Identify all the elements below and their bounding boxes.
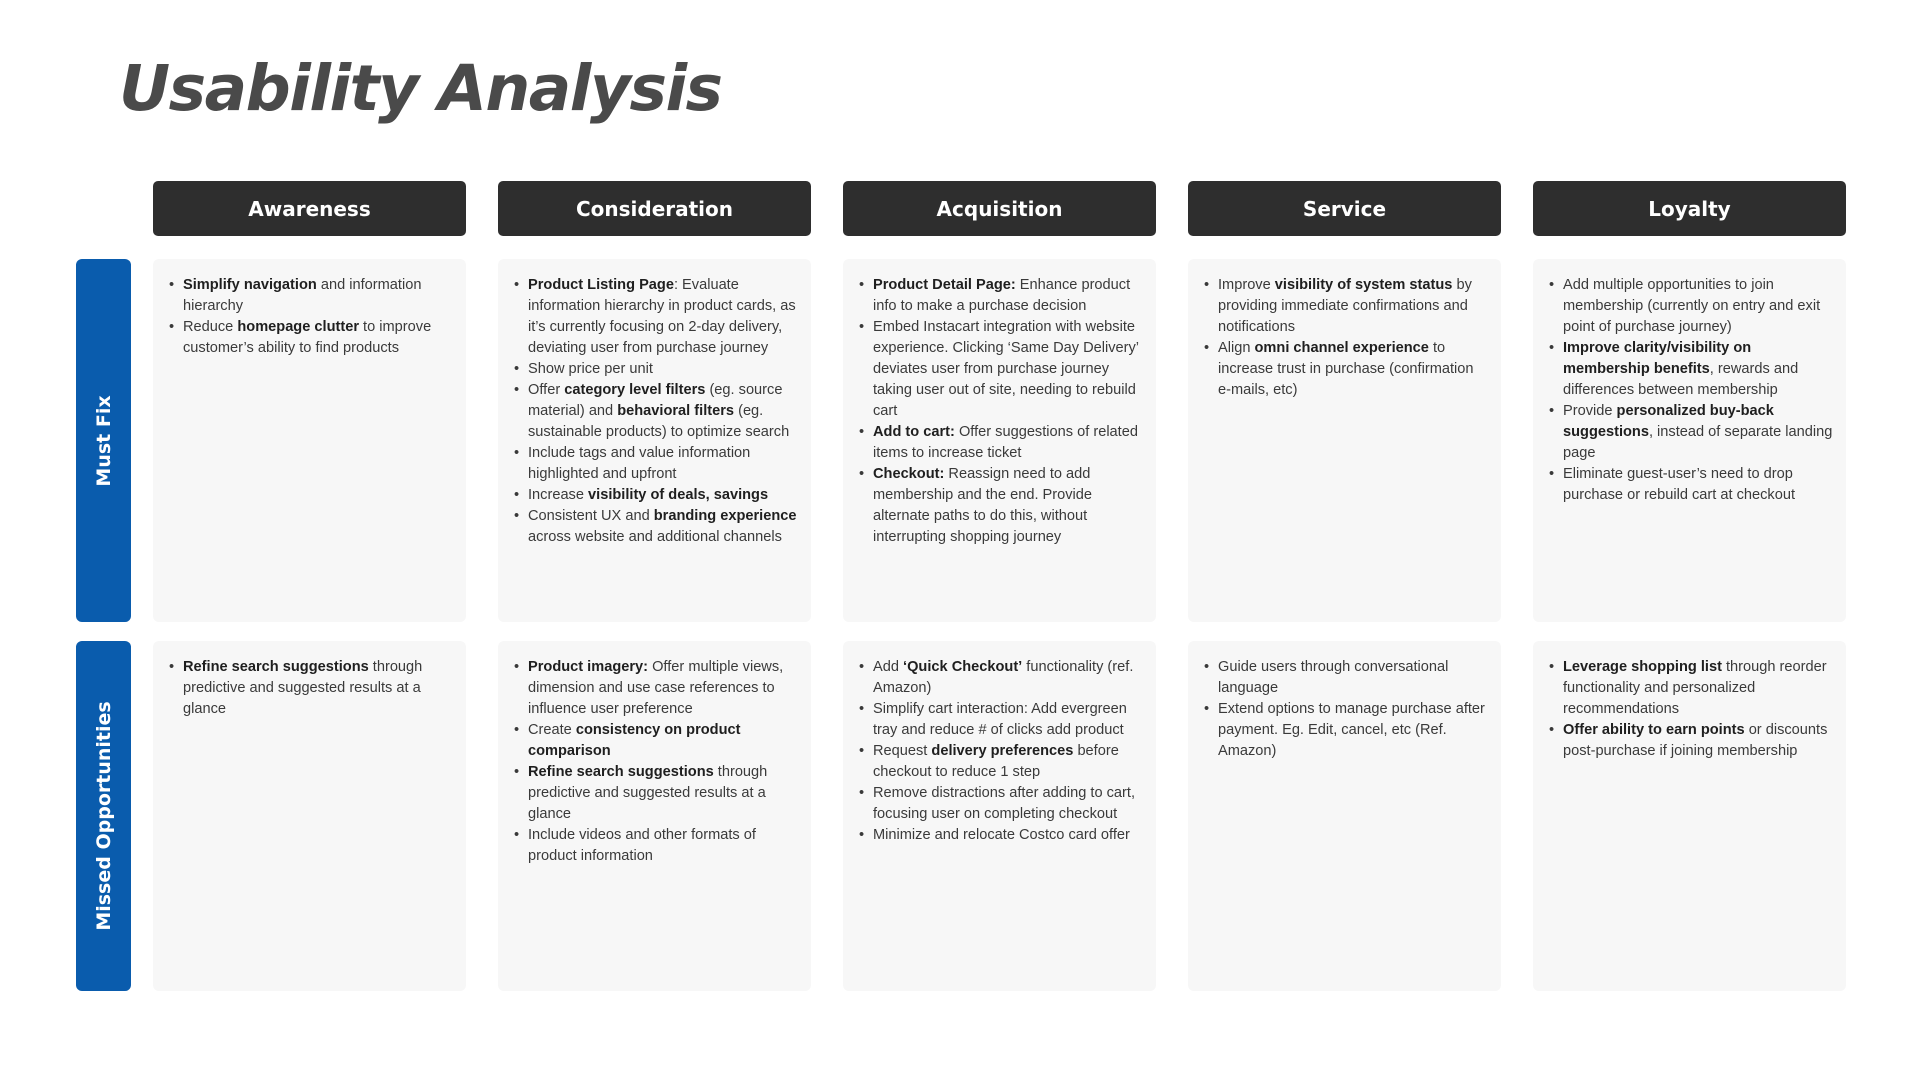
row-label-text: Must Fix — [92, 394, 115, 487]
bullet-item — [1204, 657, 1489, 699]
bullet-text: Request — [873, 743, 932, 759]
bullet-item — [514, 380, 799, 443]
bullet-text: across website and additional channels — [528, 529, 782, 545]
bullet-text: Eliminate guest-user’s need to drop purchase or rebuild cart at checkout — [1563, 466, 1796, 503]
bullet-bold-text: Product imagery: — [528, 659, 649, 675]
column-header-awareness: Awareness — [153, 181, 466, 236]
bullet-bold-text: personalized buy-back suggestions — [1563, 403, 1774, 440]
bullet-text: Provide — [1563, 403, 1617, 419]
bullet-text: to improve customer’s ability to find products — [183, 319, 432, 356]
bullet-item — [859, 699, 1144, 741]
bullet-item — [859, 275, 1144, 317]
cell-must-fix-acquisition — [843, 259, 1156, 622]
bullet-text: Embed Instacart integration with website experience. Clicking ‘Same Day Delivery’ deviates user from purchase journey taking user out of site, needing to rebuild cart — [873, 319, 1139, 419]
bullet-text: before checkout to reduce 1 step — [873, 743, 1119, 780]
bullet-text: Enhance product info to make a purchase decision — [873, 277, 1131, 314]
bullet-item — [514, 275, 799, 359]
bullet-bold-text: omni channel experience — [1254, 340, 1429, 356]
bullet-text: Align — [1218, 340, 1255, 356]
bullet-bold-text: visibility of system status — [1274, 277, 1453, 293]
bullet-text: Reduce — [183, 319, 238, 335]
bullet-bold-text: Add to cart: — [873, 424, 955, 440]
bullet-item — [514, 485, 799, 506]
bullet-item — [859, 657, 1144, 699]
bullet-bold-text: Refine search suggestions — [528, 764, 714, 780]
bullet-text: Guide users through conversational language — [1218, 659, 1449, 696]
bullet-bold-text: visibility of deals, savings — [588, 487, 769, 503]
bullet-item — [1549, 401, 1834, 464]
bullet-item — [514, 657, 799, 720]
bullet-item — [859, 825, 1144, 846]
bullet-item — [1204, 699, 1489, 762]
bullet-item — [514, 506, 799, 548]
bullet-text: Offer suggestions of related items to increase ticket — [873, 424, 1138, 461]
bullet-bold-text: Offer ability to earn points — [1563, 722, 1745, 738]
cell-must-fix-service — [1188, 259, 1501, 622]
bullet-text: Simplify cart interaction: Add evergreen tray and reduce # of clicks add product — [873, 701, 1127, 738]
bullet-item — [514, 762, 799, 825]
column-header-acquisition: Acquisition — [843, 181, 1156, 236]
bullet-item — [859, 783, 1144, 825]
row-label-must-fix — [76, 259, 131, 622]
bullet-bold-text: branding experience — [653, 508, 797, 524]
bullet-item — [514, 443, 799, 485]
bullet-text: functionality (ref. Amazon) — [873, 659, 1134, 696]
bullet-bold-text: Improve clarity/visibility on membership benefits — [1563, 340, 1752, 377]
page-title: Usability Analysis — [119, 52, 722, 125]
bullet-item — [514, 720, 799, 762]
bullet-bold-text: ‘Quick Checkout’ — [903, 659, 1023, 675]
bullet-bold-text: Product Listing Page — [528, 277, 674, 293]
bullet-item — [169, 317, 454, 359]
bullet-item — [1549, 464, 1834, 506]
bullet-item — [859, 317, 1144, 422]
bullet-item — [1204, 338, 1489, 401]
bullet-text: Increase — [528, 487, 589, 503]
cell-missed-service — [1188, 641, 1501, 991]
bullet-item — [169, 657, 454, 720]
bullet-text: : Evaluate information hierarchy in product cards, as it’s currently focusing on 2-day delivery, deviating user from purchase journey — [528, 277, 796, 356]
bullet-text: Remove distractions after adding to cart, focusing user on completing checkout — [873, 785, 1136, 822]
bullet-item — [859, 422, 1144, 464]
cell-missed-consideration — [498, 641, 811, 991]
bullet-text: by providing immediate confirmations and notifications — [1218, 277, 1472, 335]
bullet-bold-text: Leverage shopping list — [1563, 659, 1722, 675]
cell-must-fix-loyalty — [1533, 259, 1846, 622]
bullet-text: or discounts post-purchase if joining membership — [1563, 722, 1828, 759]
bullet-item — [514, 825, 799, 867]
bullet-text: Add — [873, 659, 904, 675]
bullet-text: through reorder functionality and personalized recommendations — [1563, 659, 1827, 717]
bullet-item — [859, 741, 1144, 783]
bullet-text: (eg. sustainable products) to optimize search — [528, 403, 790, 440]
bullet-text: Include tags and value information highlighted and upfront — [528, 445, 751, 482]
bullet-text: Consistent UX and — [528, 508, 654, 524]
bullet-bold-text: behavioral filters — [617, 403, 735, 419]
bullet-text: and information hierarchy — [183, 277, 422, 314]
bullet-text: , rewards and differences between membership — [1563, 361, 1799, 398]
bullet-item — [169, 275, 454, 317]
cell-missed-loyalty — [1533, 641, 1846, 991]
bullet-text: Create — [528, 722, 576, 738]
bullet-bold-text: category level filters — [564, 382, 706, 398]
bullet-bold-text: delivery preferences — [931, 743, 1074, 759]
bullet-item — [1549, 275, 1834, 338]
bullet-text: (eg. source material) and — [528, 382, 783, 419]
bullet-text: Minimize and relocate Costco card offer — [873, 827, 1130, 843]
bullet-text: Improve — [1218, 277, 1275, 293]
cell-must-fix-awareness — [153, 259, 466, 622]
bullet-bold-text: Refine search suggestions — [183, 659, 369, 675]
bullet-text: through predictive and suggested results at a glance — [183, 659, 423, 717]
bullet-bold-text: Simplify navigation — [183, 277, 317, 293]
bullet-text: through predictive and suggested results at a glance — [528, 764, 768, 822]
bullet-item — [1549, 338, 1834, 401]
bullet-text: Offer multiple views, dimension and use case references to influence user preference — [528, 659, 784, 717]
bullet-text: Add multiple opportunities to join membership (currently on entry and exit point of purchase journey) — [1563, 277, 1821, 335]
bullet-bold-text: consistency on product comparison — [528, 722, 741, 759]
bullet-item — [1549, 657, 1834, 720]
bullet-text: Offer — [528, 382, 565, 398]
bullet-text: to increase trust in purchase (confirmation e-mails, etc) — [1218, 340, 1474, 398]
row-label-missed-opportunities — [76, 641, 131, 991]
cell-missed-acquisition — [843, 641, 1156, 991]
bullet-text: Extend options to manage purchase after payment. Eg. Edit, cancel, etc (Ref. Amazon) — [1218, 701, 1485, 759]
bullet-text: Include videos and other formats of product information — [528, 827, 756, 864]
column-header-service: Service — [1188, 181, 1501, 236]
bullet-text: , instead of separate landing page — [1563, 424, 1833, 461]
bullet-item — [514, 359, 799, 380]
row-label-text: Missed Opportunities — [92, 701, 115, 931]
cell-must-fix-consideration — [498, 259, 811, 622]
cell-missed-awareness — [153, 641, 466, 991]
column-header-consideration: Consideration — [498, 181, 811, 236]
bullet-item — [1549, 720, 1834, 762]
column-header-loyalty: Loyalty — [1533, 181, 1846, 236]
bullet-bold-text: Checkout: — [873, 466, 945, 482]
bullet-text: Show price per unit — [528, 361, 653, 377]
bullet-item — [859, 464, 1144, 548]
bullet-bold-text: Product Detail Page: — [873, 277, 1016, 293]
bullet-item — [1204, 275, 1489, 338]
bullet-text: Reassign need to add membership and the end. Provide alternate paths to do this, without interrupting shopping journey — [873, 466, 1093, 545]
bullet-bold-text: homepage clutter — [237, 319, 359, 335]
